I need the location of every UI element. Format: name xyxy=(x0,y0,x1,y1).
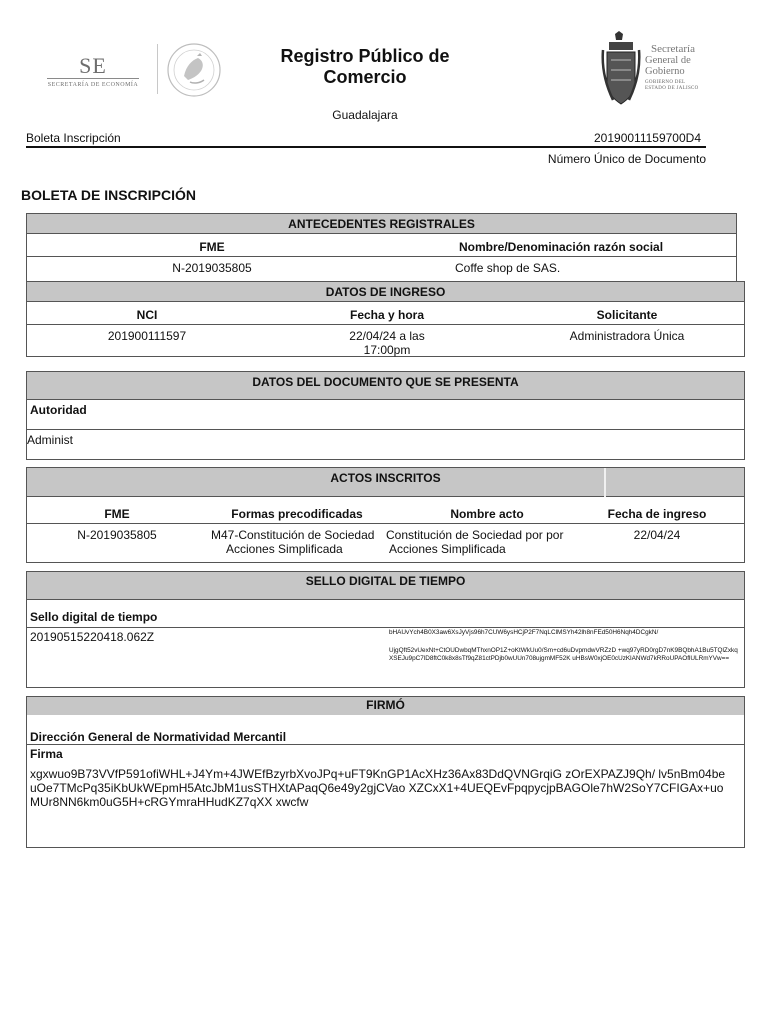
actos-formas-value xyxy=(211,528,374,556)
actos-fecha-value: 22/04/24 xyxy=(633,528,681,542)
sello-label: Sello digital de tiempo xyxy=(30,610,158,624)
actos-col-nombre: Nombre acto xyxy=(450,507,524,521)
ingreso-col-fecha: Fecha y hora xyxy=(349,308,425,322)
actos-nombre-line-2: Acciones Simplificada xyxy=(389,542,506,556)
autoridad-value: Administ xyxy=(27,433,74,447)
page-heading: BOLETA DE INSCRIPCIÓN xyxy=(21,187,197,203)
firmo-title: FIRMÓ xyxy=(27,697,744,715)
sello-section xyxy=(26,571,745,688)
ingreso-col-nci: NCI xyxy=(136,308,158,322)
antecedentes-col-nombre: Nombre/Denominación razón social xyxy=(459,240,664,254)
firmo-section xyxy=(26,696,745,848)
se-logo-subtitle: SECRETARÍA DE ECONOMÍA xyxy=(47,82,139,88)
document-number-label: Número Único de Documento xyxy=(547,152,706,166)
documento-title: DATOS DEL DOCUMENTO QUE SE PRESENTA xyxy=(27,372,744,400)
actos-section xyxy=(26,467,745,563)
actos-col-fme: FME xyxy=(104,507,130,521)
ingreso-solicitante-value: Administradora Única xyxy=(569,329,685,343)
antecedentes-row-rule xyxy=(27,256,736,257)
actos-formas-line-2: Acciones Simplificada xyxy=(226,542,343,556)
actos-nombre-line-1: Constitución de Sociedad por por xyxy=(386,528,564,542)
sgg-logo-line-1: Secretaría xyxy=(651,43,695,55)
ingreso-col-solicitante: Solicitante xyxy=(596,308,658,322)
boleta-label: Boleta Inscripción xyxy=(26,131,121,145)
se-logo-rule xyxy=(47,78,139,79)
autoridad-label: Autoridad xyxy=(30,403,87,417)
ingreso-nci-value: 201900111597 xyxy=(107,329,187,343)
actos-formas-line-1: M47-Constitución de Sociedad xyxy=(211,528,375,542)
ingreso-fecha-line-2: 17:00pm xyxy=(363,343,411,357)
actos-title: ACTOS INSCRITOS xyxy=(27,468,744,497)
jalisco-shield-icon xyxy=(601,30,641,112)
actos-fme-value: N-2019035805 xyxy=(77,528,157,542)
firmo-row-rule xyxy=(27,744,744,745)
mexico-eagle-seal-icon xyxy=(164,42,224,98)
antecedentes-fme-value: N-2019035805 xyxy=(172,261,252,275)
ingreso-fecha-line-1: 22/04/24 a las xyxy=(349,329,425,343)
actos-row-rule xyxy=(27,523,744,524)
actos-col-formas: Formas precodificadas xyxy=(231,507,363,521)
ingreso-fecha-value xyxy=(307,329,467,357)
antecedentes-section xyxy=(26,213,737,281)
sello-timestamp: 20190515220418.062Z xyxy=(30,630,155,644)
firma-text: xgxwuo9B73VVfP591ofiWHL+J4Ym+4JWEfBzyrbXvoJPq+uFT9KnGP1AcXHz36Ax83DdQVNGrqiG zOrEXPAZJ9Qh/ lv5nBm04beuOe7TMcPq35iKbUkWEpmH5AtcJbM1usSTHXtAPaqQ6e49y2gjCVao XZCxX1+4UEQEvFpqpycjpBAGOle7hW2SoY7CFIGAx+uoMUr8NN6km0uG5H+cRGYmraHHudKZ7qXX xwcfw xyxy=(30,767,726,809)
actos-nombre-value xyxy=(386,528,563,556)
ingreso-section xyxy=(26,281,745,357)
actos-title-divider xyxy=(604,468,606,497)
page-title xyxy=(250,46,480,88)
antecedentes-title: ANTECEDENTES REGISTRALES xyxy=(27,214,736,234)
sgg-logo-line-2: General de Gobierno xyxy=(645,55,691,77)
antecedentes-col-fme: FME xyxy=(199,240,225,254)
se-logo-text: SE xyxy=(79,53,107,78)
document-number: 20190011159700D4 xyxy=(594,131,701,145)
firma-label: Firma xyxy=(30,747,63,761)
title-line-2: Comercio xyxy=(323,67,407,87)
logo-divider xyxy=(157,44,158,94)
header-rule xyxy=(26,146,706,148)
firmo-direccion: Dirección General de Normatividad Mercantil xyxy=(30,730,287,744)
title-line-1: Registro Público de xyxy=(280,46,450,66)
sello-row-rule xyxy=(27,627,744,628)
documento-section xyxy=(26,371,745,460)
antecedentes-nombre-value: Coffe shop de SAS. xyxy=(455,261,561,275)
ingreso-row-rule xyxy=(27,324,744,325)
ingreso-title: DATOS DE INGRESO xyxy=(27,282,744,302)
sello-title: SELLO DIGITAL DE TIEMPO xyxy=(27,572,744,600)
actos-col-fecha: Fecha de ingreso xyxy=(607,507,707,521)
sello-hash-block: UjgQft52vUexNt+CtOUDwbqMThxnOP1Z+oKtWkUu0/Sm+cd6uDvpmdwVRZzD +wq97yRD0rgD7nK9BQbhA1Bu5TQlZxkqXSEJu9pC7lD8ftC0k8x8sTf9qZ81ctPDjb0wUUn708ujgmMF52K uHBsW0xjOE0cUzKlANWd7kRRoUPAOflULRmYVw== xyxy=(389,647,738,662)
city-label: Guadalajara xyxy=(332,108,398,122)
sgg-logo-text xyxy=(645,44,705,92)
sello-hash-line-1: bHAUvYch4B0X3aw6XsJyVjs96h7CUW6ysHCjP2F7NqLClMSYh42lh8nFEd50H6Nqh4DCgkN/ xyxy=(389,629,659,636)
documento-row-rule xyxy=(27,429,744,430)
sgg-logo-line-3: GOBIERNO DEL ESTADO DE JALISCO xyxy=(645,80,699,91)
